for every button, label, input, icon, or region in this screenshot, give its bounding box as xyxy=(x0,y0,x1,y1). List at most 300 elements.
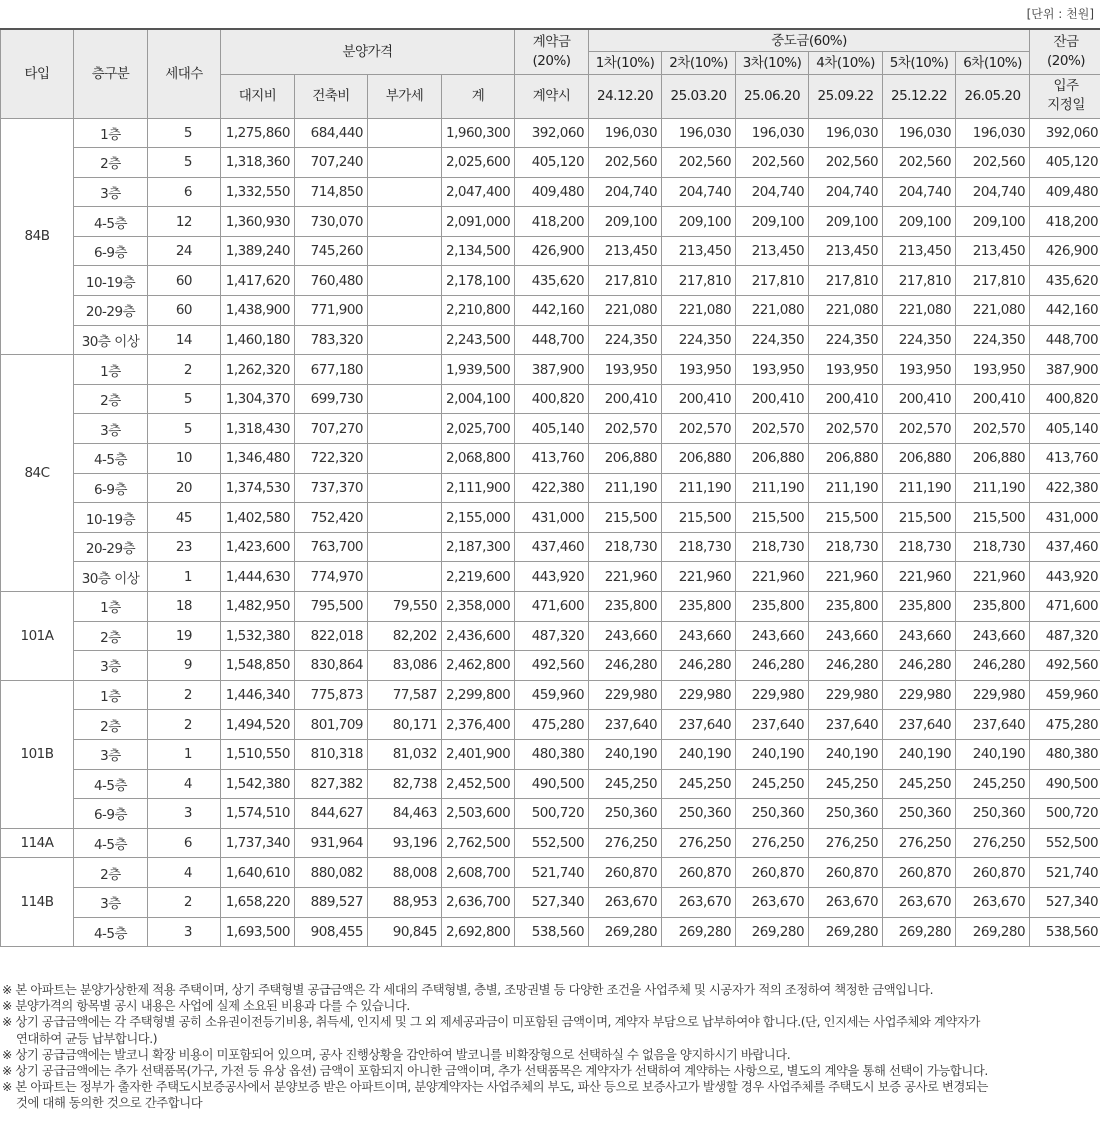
table-row xyxy=(1,592,1100,622)
land-price-cell: 1,640,610 xyxy=(221,858,295,888)
table-row xyxy=(1,473,1100,503)
balance-cell: 480,380 xyxy=(1030,739,1100,769)
interim-payment-3-cell: 245,250 xyxy=(736,769,809,799)
total-price-cell: 2,762,500 xyxy=(442,828,515,858)
interim-payment-3-cell: 221,080 xyxy=(736,296,809,326)
building-price-cell: 844,627 xyxy=(295,799,368,829)
note-line: ※ 본 아파트는 분양가상한제 적용 주택이며, 상기 주택형별 공급금액은 각 세대의 주택형별, 층별, 조망권별 등 다양한 조건을 사업주체 및 시공자가 적의 조정하여 책정한 금액입니다. xyxy=(2,983,934,997)
building-price-cell: 774,970 xyxy=(295,562,368,592)
floor-cell: 30층 이상 xyxy=(74,562,148,592)
interim-payment-6-cell: 209,100 xyxy=(956,207,1030,237)
interim-payment-4-cell: 276,250 xyxy=(809,828,883,858)
interim-payment-5-cell: 237,640 xyxy=(883,710,956,740)
balance-cell: 409,480 xyxy=(1030,177,1100,207)
building-price-cell: 830,864 xyxy=(295,651,368,681)
interim-payment-3-cell: 213,450 xyxy=(736,236,809,266)
vat-cell: 88,008 xyxy=(368,858,442,888)
table-row xyxy=(1,562,1100,592)
household-count-cell: 60 xyxy=(148,266,221,296)
header-mid-group: 중도금(60%) xyxy=(589,29,1030,52)
balance-cell: 442,160 xyxy=(1030,296,1100,326)
building-price-cell: 714,850 xyxy=(295,177,368,207)
contract-deposit-cell: 490,500 xyxy=(515,769,589,799)
type-cell: 101A xyxy=(1,592,74,681)
interim-payment-3-cell: 229,980 xyxy=(736,680,809,710)
vat-cell: 80,171 xyxy=(368,710,442,740)
contract-deposit-cell: 487,320 xyxy=(515,621,589,651)
header-balance: 잔금 (20%) xyxy=(1030,29,1100,74)
building-price-cell: 801,709 xyxy=(295,710,368,740)
interim-payment-4-cell: 263,670 xyxy=(809,887,883,917)
interim-payment-1-cell: 245,250 xyxy=(589,769,662,799)
note-line: 것에 대해 동의한 것으로 간주합니다 xyxy=(16,1096,203,1111)
interim-payment-3-cell: 224,350 xyxy=(736,325,809,355)
building-price-cell: 827,382 xyxy=(295,769,368,799)
household-count-cell: 5 xyxy=(148,414,221,444)
interim-payment-4-cell: 269,280 xyxy=(809,917,883,947)
contract-deposit-cell: 431,000 xyxy=(515,503,589,533)
floor-cell: 2층 xyxy=(74,621,148,651)
building-price-cell: 783,320 xyxy=(295,325,368,355)
total-price-cell: 2,436,600 xyxy=(442,621,515,651)
interim-payment-2-cell: 263,670 xyxy=(662,887,736,917)
land-price-cell: 1,360,930 xyxy=(221,207,295,237)
table-row xyxy=(1,739,1100,769)
floor-cell: 4-5층 xyxy=(74,917,148,947)
household-count-cell: 5 xyxy=(148,118,221,148)
floor-cell: 2층 xyxy=(74,858,148,888)
building-price-cell: 931,964 xyxy=(295,828,368,858)
header-mid-2: 2차(10%) xyxy=(662,52,736,75)
floor-cell: 6-9층 xyxy=(74,473,148,503)
interim-payment-1-cell: 211,190 xyxy=(589,473,662,503)
interim-payment-3-cell: 243,660 xyxy=(736,621,809,651)
interim-payment-1-cell: 246,280 xyxy=(589,651,662,681)
interim-payment-2-cell: 206,880 xyxy=(662,444,736,474)
note-line: ※ 상기 공급금액에는 각 주택형별 공히 소유권이전등기비용, 취득세, 인지세 및 그 외 제세공과금이 미포함된 금액이며, 계약자 부담으로 납부하여야 합니다.(단, 인지세는 사업주체와 계약자가 xyxy=(2,1015,980,1030)
type-cell: 114A xyxy=(1,828,74,858)
contract-deposit-cell: 448,700 xyxy=(515,325,589,355)
table-row xyxy=(1,651,1100,681)
interim-payment-4-cell: 221,080 xyxy=(809,296,883,326)
building-price-cell: 822,018 xyxy=(295,621,368,651)
vat-cell xyxy=(368,236,442,266)
interim-payment-6-cell: 235,800 xyxy=(956,592,1030,622)
table-row xyxy=(1,769,1100,799)
interim-payment-5-cell: 204,740 xyxy=(883,177,956,207)
interim-payment-4-cell: 246,280 xyxy=(809,651,883,681)
floor-cell: 3층 xyxy=(74,177,148,207)
household-count-cell: 20 xyxy=(148,473,221,503)
vat-cell xyxy=(368,562,442,592)
contract-deposit-cell: 437,460 xyxy=(515,532,589,562)
interim-payment-6-cell: 211,190 xyxy=(956,473,1030,503)
table-row xyxy=(1,532,1100,562)
balance-cell: 418,200 xyxy=(1030,207,1100,237)
contract-deposit-cell: 409,480 xyxy=(515,177,589,207)
interim-payment-1-cell: 237,640 xyxy=(589,710,662,740)
floor-cell: 3층 xyxy=(74,887,148,917)
interim-payment-6-cell: 245,250 xyxy=(956,769,1030,799)
contract-deposit-cell: 405,120 xyxy=(515,148,589,178)
vat-cell: 90,845 xyxy=(368,917,442,947)
header-type: 타입 xyxy=(1,29,74,118)
interim-payment-4-cell: 204,740 xyxy=(809,177,883,207)
balance-cell: 521,740 xyxy=(1030,858,1100,888)
vat-cell xyxy=(368,473,442,503)
interim-payment-2-cell: 224,350 xyxy=(662,325,736,355)
interim-payment-2-cell: 276,250 xyxy=(662,828,736,858)
land-price-cell: 1,446,340 xyxy=(221,680,295,710)
interim-payment-5-cell: 221,080 xyxy=(883,296,956,326)
interim-payment-3-cell: 263,670 xyxy=(736,887,809,917)
interim-payment-1-cell: 243,660 xyxy=(589,621,662,651)
interim-payment-5-cell: 246,280 xyxy=(883,651,956,681)
header-price-group: 분양가격 xyxy=(221,29,515,74)
interim-payment-2-cell: 202,560 xyxy=(662,148,736,178)
total-price-cell: 2,462,800 xyxy=(442,651,515,681)
interim-payment-6-cell: 218,730 xyxy=(956,532,1030,562)
land-price-cell: 1,438,900 xyxy=(221,296,295,326)
interim-payment-1-cell: 260,870 xyxy=(589,858,662,888)
interim-payment-5-cell: 245,250 xyxy=(883,769,956,799)
interim-payment-4-cell: 250,360 xyxy=(809,799,883,829)
interim-payment-4-cell: 202,560 xyxy=(809,148,883,178)
header-floor: 층구분 xyxy=(74,29,148,118)
interim-payment-3-cell: 202,570 xyxy=(736,414,809,444)
interim-payment-4-cell: 193,950 xyxy=(809,355,883,385)
contract-deposit-cell: 500,720 xyxy=(515,799,589,829)
interim-payment-6-cell: 229,980 xyxy=(956,680,1030,710)
interim-payment-4-cell: 243,660 xyxy=(809,621,883,651)
floor-cell: 1층 xyxy=(74,355,148,385)
land-price-cell: 1,482,950 xyxy=(221,592,295,622)
header-mid-6: 6차(10%) xyxy=(956,52,1030,75)
unit-label: [단위 : 천원] xyxy=(1026,7,1094,21)
interim-payment-1-cell: 224,350 xyxy=(589,325,662,355)
total-price-cell: 2,025,700 xyxy=(442,414,515,444)
interim-payment-4-cell: 217,810 xyxy=(809,266,883,296)
header-mid-1: 1차(10%) xyxy=(589,52,662,75)
interim-payment-5-cell: 215,500 xyxy=(883,503,956,533)
interim-payment-2-cell: 218,730 xyxy=(662,532,736,562)
total-price-cell: 1,939,500 xyxy=(442,355,515,385)
table-row xyxy=(1,828,1100,858)
header-contract-sub: 계약시 xyxy=(515,74,589,118)
land-price-cell: 1,346,480 xyxy=(221,444,295,474)
interim-payment-2-cell: 202,570 xyxy=(662,414,736,444)
interim-payment-2-cell: 243,660 xyxy=(662,621,736,651)
header-total: 계 xyxy=(442,74,515,118)
interim-payment-5-cell: 243,660 xyxy=(883,621,956,651)
interim-payment-1-cell: 202,570 xyxy=(589,414,662,444)
header-mid-date-4: 25.09.22 xyxy=(809,74,883,118)
household-count-cell: 3 xyxy=(148,917,221,947)
land-price-cell: 1,304,370 xyxy=(221,384,295,414)
building-price-cell: 752,420 xyxy=(295,503,368,533)
interim-payment-2-cell: 229,980 xyxy=(662,680,736,710)
vat-cell xyxy=(368,503,442,533)
floor-cell: 1층 xyxy=(74,680,148,710)
interim-payment-6-cell: 260,870 xyxy=(956,858,1030,888)
building-price-cell: 684,440 xyxy=(295,118,368,148)
interim-payment-4-cell: 200,410 xyxy=(809,384,883,414)
floor-cell: 4-5층 xyxy=(74,444,148,474)
interim-payment-1-cell: 229,980 xyxy=(589,680,662,710)
building-price-cell: 763,700 xyxy=(295,532,368,562)
header-building: 건축비 xyxy=(295,74,368,118)
land-price-cell: 1,737,340 xyxy=(221,828,295,858)
vat-cell: 82,738 xyxy=(368,769,442,799)
interim-payment-2-cell: 246,280 xyxy=(662,651,736,681)
interim-payment-6-cell: 240,190 xyxy=(956,739,1030,769)
household-count-cell: 2 xyxy=(148,355,221,385)
interim-payment-3-cell: 215,500 xyxy=(736,503,809,533)
household-count-cell: 9 xyxy=(148,651,221,681)
interim-payment-3-cell: 235,800 xyxy=(736,592,809,622)
type-cell: 84B xyxy=(1,118,74,355)
contract-deposit-cell: 552,500 xyxy=(515,828,589,858)
interim-payment-4-cell: 260,870 xyxy=(809,858,883,888)
interim-payment-3-cell: 269,280 xyxy=(736,917,809,947)
interim-payment-1-cell: 204,740 xyxy=(589,177,662,207)
header-mid-3: 3차(10%) xyxy=(736,52,809,75)
interim-payment-5-cell: 206,880 xyxy=(883,444,956,474)
total-price-cell: 2,452,500 xyxy=(442,769,515,799)
interim-payment-6-cell: 193,950 xyxy=(956,355,1030,385)
land-price-cell: 1,423,600 xyxy=(221,532,295,562)
household-count-cell: 1 xyxy=(148,562,221,592)
vat-cell: 77,587 xyxy=(368,680,442,710)
balance-cell: 475,280 xyxy=(1030,710,1100,740)
interim-payment-2-cell: 213,450 xyxy=(662,236,736,266)
table-row xyxy=(1,917,1100,947)
building-price-cell: 810,318 xyxy=(295,739,368,769)
header-mid-date-3: 25.06.20 xyxy=(736,74,809,118)
vat-cell xyxy=(368,148,442,178)
interim-payment-2-cell: 221,080 xyxy=(662,296,736,326)
household-count-cell: 12 xyxy=(148,207,221,237)
household-count-cell: 3 xyxy=(148,799,221,829)
building-price-cell: 699,730 xyxy=(295,384,368,414)
interim-payment-5-cell: 218,730 xyxy=(883,532,956,562)
floor-cell: 20-29층 xyxy=(74,296,148,326)
floor-cell: 6-9층 xyxy=(74,799,148,829)
balance-cell: 538,560 xyxy=(1030,917,1100,947)
total-price-cell: 2,210,800 xyxy=(442,296,515,326)
interim-payment-6-cell: 224,350 xyxy=(956,325,1030,355)
land-price-cell: 1,460,180 xyxy=(221,325,295,355)
interim-payment-5-cell: 250,360 xyxy=(883,799,956,829)
contract-deposit-cell: 426,900 xyxy=(515,236,589,266)
interim-payment-3-cell: 276,250 xyxy=(736,828,809,858)
floor-cell: 3층 xyxy=(74,414,148,444)
floor-cell: 1층 xyxy=(74,118,148,148)
household-count-cell: 18 xyxy=(148,592,221,622)
balance-cell: 471,600 xyxy=(1030,592,1100,622)
interim-payment-4-cell: 215,500 xyxy=(809,503,883,533)
table-row xyxy=(1,444,1100,474)
header-mid-5: 5차(10%) xyxy=(883,52,956,75)
interim-payment-5-cell: 276,250 xyxy=(883,828,956,858)
interim-payment-3-cell: 221,960 xyxy=(736,562,809,592)
interim-payment-3-cell: 237,640 xyxy=(736,710,809,740)
interim-payment-6-cell: 243,660 xyxy=(956,621,1030,651)
notes-section xyxy=(2,982,1098,1112)
interim-payment-3-cell: 218,730 xyxy=(736,532,809,562)
interim-payment-2-cell: 221,960 xyxy=(662,562,736,592)
total-price-cell: 2,692,800 xyxy=(442,917,515,947)
interim-payment-6-cell: 215,500 xyxy=(956,503,1030,533)
balance-cell: 435,620 xyxy=(1030,266,1100,296)
interim-payment-6-cell: 250,360 xyxy=(956,799,1030,829)
interim-payment-1-cell: 196,030 xyxy=(589,118,662,148)
balance-cell: 490,500 xyxy=(1030,769,1100,799)
household-count-cell: 1 xyxy=(148,739,221,769)
table-row xyxy=(1,207,1100,237)
interim-payment-4-cell: 245,250 xyxy=(809,769,883,799)
interim-payment-2-cell: 240,190 xyxy=(662,739,736,769)
interim-payment-2-cell: 209,100 xyxy=(662,207,736,237)
floor-cell: 4-5층 xyxy=(74,828,148,858)
interim-payment-4-cell: 229,980 xyxy=(809,680,883,710)
household-count-cell: 19 xyxy=(148,621,221,651)
note-line: ※ 분양가격의 항목별 공시 내용은 사업에 실제 소요된 비용과 다를 수 있습니다. xyxy=(2,999,410,1014)
contract-deposit-cell: 443,920 xyxy=(515,562,589,592)
note-line: 연대하여 균등 납부합니다.) xyxy=(16,1031,158,1046)
interim-payment-1-cell: 218,730 xyxy=(589,532,662,562)
vat-cell xyxy=(368,532,442,562)
table-row xyxy=(1,266,1100,296)
type-cell: 101B xyxy=(1,680,74,828)
building-price-cell: 677,180 xyxy=(295,355,368,385)
building-price-cell: 760,480 xyxy=(295,266,368,296)
interim-payment-1-cell: 269,280 xyxy=(589,917,662,947)
interim-payment-6-cell: 196,030 xyxy=(956,118,1030,148)
household-count-cell: 2 xyxy=(148,680,221,710)
interim-payment-6-cell: 237,640 xyxy=(956,710,1030,740)
vat-cell xyxy=(368,355,442,385)
floor-cell: 30층 이상 xyxy=(74,325,148,355)
interim-payment-3-cell: 246,280 xyxy=(736,651,809,681)
interim-payment-4-cell: 237,640 xyxy=(809,710,883,740)
interim-payment-5-cell: 221,960 xyxy=(883,562,956,592)
building-price-cell: 795,500 xyxy=(295,592,368,622)
household-count-cell: 6 xyxy=(148,828,221,858)
household-count-cell: 6 xyxy=(148,177,221,207)
building-price-cell: 908,455 xyxy=(295,917,368,947)
table-row xyxy=(1,148,1100,178)
household-count-cell: 60 xyxy=(148,296,221,326)
table-row xyxy=(1,384,1100,414)
total-price-cell: 2,401,900 xyxy=(442,739,515,769)
interim-payment-6-cell: 213,450 xyxy=(956,236,1030,266)
header-mid-date-6: 26.05.20 xyxy=(956,74,1030,118)
contract-deposit-cell: 475,280 xyxy=(515,710,589,740)
total-price-cell: 2,047,400 xyxy=(442,177,515,207)
balance-cell: 426,900 xyxy=(1030,236,1100,266)
table-row xyxy=(1,236,1100,266)
total-price-cell: 2,219,600 xyxy=(442,562,515,592)
total-price-cell: 2,187,300 xyxy=(442,532,515,562)
interim-payment-4-cell: 202,570 xyxy=(809,414,883,444)
interim-payment-3-cell: 202,560 xyxy=(736,148,809,178)
floor-cell: 2층 xyxy=(74,384,148,414)
interim-payment-4-cell: 196,030 xyxy=(809,118,883,148)
vat-cell: 83,086 xyxy=(368,651,442,681)
header-contract: 계약금 (20%) xyxy=(515,29,589,74)
interim-payment-4-cell: 218,730 xyxy=(809,532,883,562)
type-cell: 114B xyxy=(1,858,74,947)
vat-cell xyxy=(368,266,442,296)
interim-payment-3-cell: 209,100 xyxy=(736,207,809,237)
interim-payment-4-cell: 211,190 xyxy=(809,473,883,503)
total-price-cell: 2,068,800 xyxy=(442,444,515,474)
floor-cell: 6-9층 xyxy=(74,236,148,266)
household-count-cell: 24 xyxy=(148,236,221,266)
table-row xyxy=(1,118,1100,148)
total-price-cell: 1,960,300 xyxy=(442,118,515,148)
interim-payment-1-cell: 217,810 xyxy=(589,266,662,296)
balance-cell: 431,000 xyxy=(1030,503,1100,533)
interim-payment-3-cell: 200,410 xyxy=(736,384,809,414)
interim-payment-4-cell: 206,880 xyxy=(809,444,883,474)
total-price-cell: 2,243,500 xyxy=(442,325,515,355)
contract-deposit-cell: 413,760 xyxy=(515,444,589,474)
total-price-cell: 2,134,500 xyxy=(442,236,515,266)
total-price-cell: 2,178,100 xyxy=(442,266,515,296)
header-vat: 부가세 xyxy=(368,74,442,118)
interim-payment-6-cell: 221,960 xyxy=(956,562,1030,592)
interim-payment-1-cell: 276,250 xyxy=(589,828,662,858)
table-row xyxy=(1,858,1100,888)
table-row xyxy=(1,355,1100,385)
household-count-cell: 5 xyxy=(148,384,221,414)
note-line: ※ 상기 공급금액에는 추가 선택품목(가구, 가전 등 유상 옵션) 금액이 포함되지 아니한 금액이며, 추가 선택품목은 계약자가 선택하여 계약하는 사항으로, 별도의 계약을 통해 선택이 가능합니다. xyxy=(2,1064,988,1079)
interim-payment-3-cell: 196,030 xyxy=(736,118,809,148)
balance-cell: 387,900 xyxy=(1030,355,1100,385)
interim-payment-5-cell: 202,560 xyxy=(883,148,956,178)
household-count-cell: 23 xyxy=(148,532,221,562)
land-price-cell: 1,318,430 xyxy=(221,414,295,444)
interim-payment-2-cell: 245,250 xyxy=(662,769,736,799)
household-count-cell: 45 xyxy=(148,503,221,533)
header-mid-date-1: 24.12.20 xyxy=(589,74,662,118)
household-count-cell: 5 xyxy=(148,148,221,178)
interim-payment-1-cell: 200,410 xyxy=(589,384,662,414)
note-line: ※ 상기 공급금액에는 발코니 확장 비용이 미포함되어 있으며, 공사 진행상황을 감안하여 발코니를 비확장형으로 선택하실 수 없음을 양지하시기 바랍니다. xyxy=(2,1047,791,1062)
table-row xyxy=(1,325,1100,355)
balance-cell: 443,920 xyxy=(1030,562,1100,592)
land-price-cell: 1,532,380 xyxy=(221,621,295,651)
vat-cell: 81,032 xyxy=(368,739,442,769)
floor-cell: 2층 xyxy=(74,710,148,740)
balance-cell: 527,340 xyxy=(1030,887,1100,917)
table-row xyxy=(1,680,1100,710)
contract-deposit-cell: 492,560 xyxy=(515,651,589,681)
interim-payment-6-cell: 202,560 xyxy=(956,148,1030,178)
vat-cell xyxy=(368,325,442,355)
land-price-cell: 1,389,240 xyxy=(221,236,295,266)
table-body xyxy=(1,118,1100,947)
vat-cell xyxy=(368,444,442,474)
interim-payment-1-cell: 193,950 xyxy=(589,355,662,385)
floor-cell: 3층 xyxy=(74,739,148,769)
interim-payment-2-cell: 200,410 xyxy=(662,384,736,414)
building-price-cell: 707,240 xyxy=(295,148,368,178)
interim-payment-5-cell: 196,030 xyxy=(883,118,956,148)
total-price-cell: 2,004,100 xyxy=(442,384,515,414)
